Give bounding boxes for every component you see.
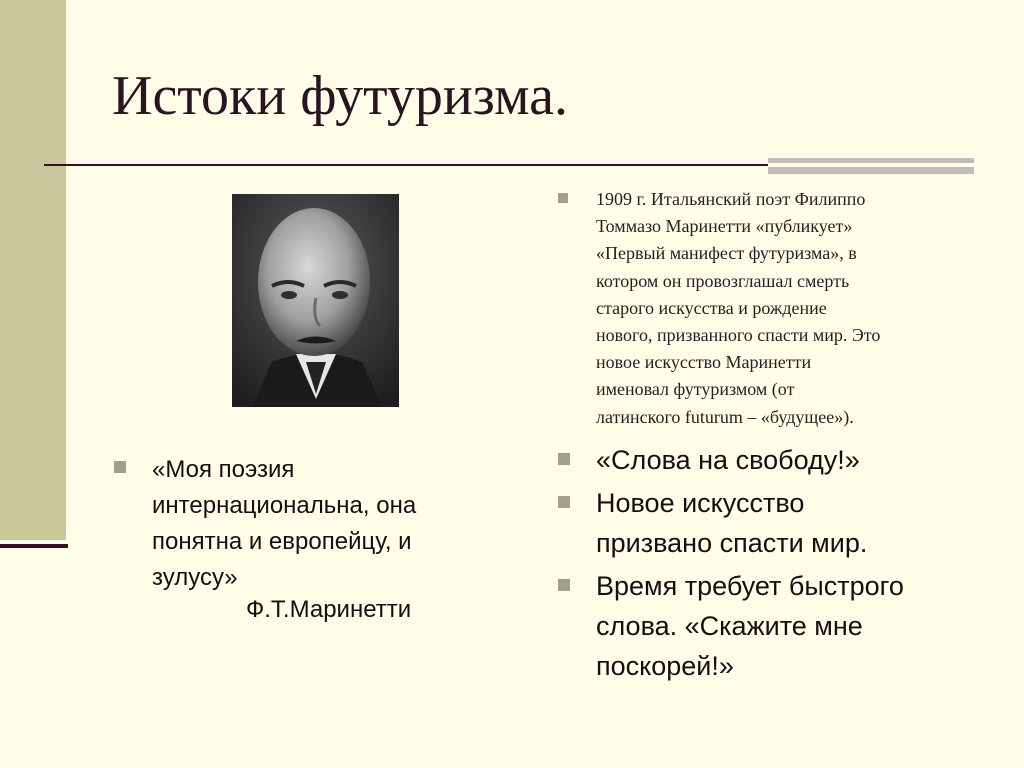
paragraph-line: именовал футуризмом (от (596, 379, 795, 400)
bullet-line: призвано спасти мир. (596, 528, 868, 558)
portrait-image (232, 194, 399, 407)
bullet-new-art (596, 483, 976, 563)
manifesto-paragraph (596, 186, 976, 431)
bullet-line: поскорей!» (596, 651, 734, 681)
paragraph-line: Томмазо Маринетти «публикует» (596, 216, 853, 237)
quote-line: понятна и европейцу, и (152, 528, 412, 555)
paragraph-line: котором он провозглашал смерть (596, 270, 850, 291)
square-bullet-icon (558, 453, 570, 465)
marinetti-quote (152, 452, 472, 596)
paragraph-line: нового, призванного спасти мир. Это (596, 325, 881, 346)
quote-line: зулусу» (152, 564, 238, 591)
slide-title: Истоки футуризма. (112, 65, 569, 127)
bullet-time (596, 566, 976, 686)
square-bullet-icon (114, 461, 126, 473)
bullet-line: слова. «Скажите мне (596, 611, 863, 641)
paragraph-line: латинского futurum – «будущее»). (596, 406, 854, 427)
paragraph-line: 1909 г. Итальянский поэт Филиппо (596, 189, 866, 209)
quote-line: «Моя поэзия (152, 456, 295, 483)
quote-line: интернациональна, она (152, 492, 417, 519)
side-decor-line (0, 544, 68, 548)
square-bullet-icon (558, 496, 570, 508)
paragraph-line: «Первый манифест футуризма», в (596, 243, 857, 264)
quote-author: Ф.Т.Маринетти (246, 596, 412, 623)
bullet-line: «Слова на свободу!» (596, 445, 860, 475)
square-bullet-icon (558, 579, 570, 591)
bullet-line: Время требует быстрого (596, 571, 904, 601)
paragraph-line: старого искусства и рождение (596, 297, 827, 318)
portrait-photo (232, 194, 399, 407)
paragraph-line: новое искусство Маринетти (596, 352, 812, 373)
side-decor-strip (0, 0, 66, 540)
bullet-slogan (596, 440, 976, 480)
title-accent-bars (768, 158, 974, 174)
square-bullet-icon (558, 193, 568, 203)
bullet-line: Новое искусство (596, 488, 805, 518)
